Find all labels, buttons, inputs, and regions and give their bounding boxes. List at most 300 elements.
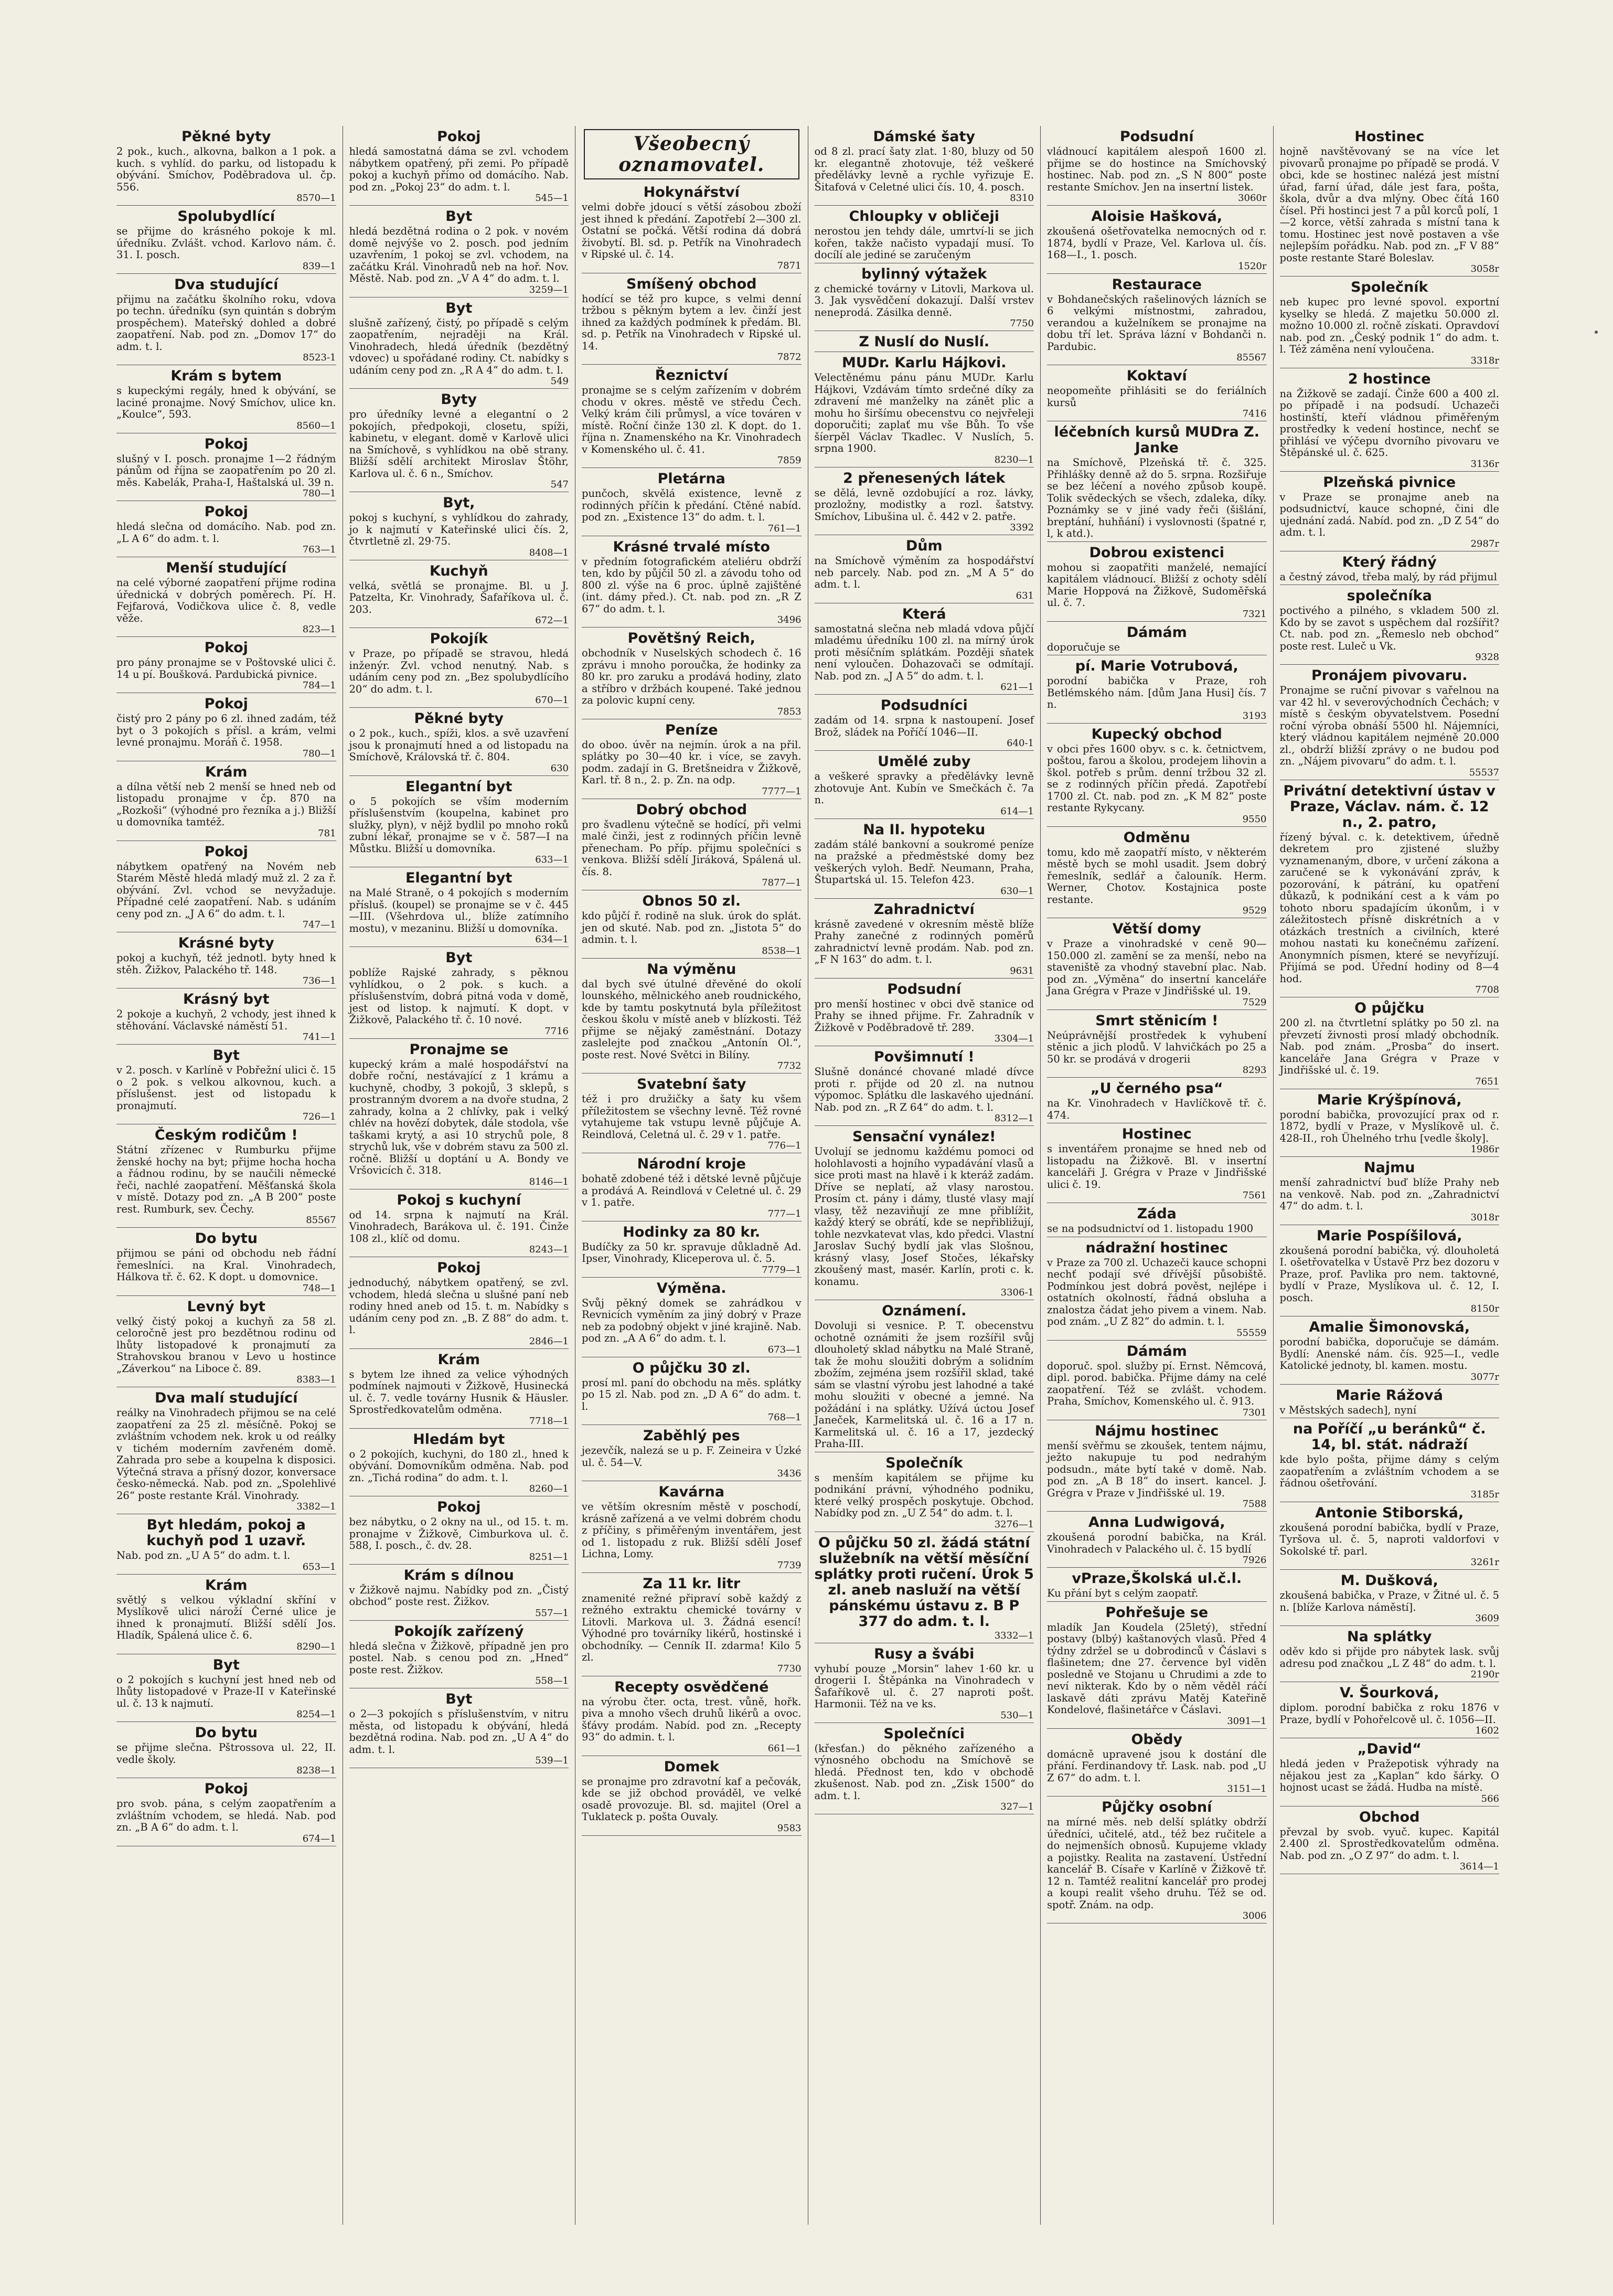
ad-number: 85567 [1236,352,1267,363]
ad-title: „David“ [1357,1741,1422,1757]
ad-title: Dům [905,538,943,554]
ad-divider [582,1835,802,1836]
ad-title: Záda [1137,1206,1177,1222]
classified-ad [815,1535,1034,1643]
ad-number: 7926 [1242,1555,1267,1566]
ad-title: Půjčky osobní [1102,1799,1212,1815]
ad-divider [582,627,802,628]
ad-number: 558—1 [535,1675,569,1686]
classified-ad [582,185,802,273]
ad-text: jezevčík, nalezá se u p. F. Zeineira v Úzké ul. č. 54—V. [582,1444,802,1469]
classified-ad [815,1726,1034,1815]
ad-number: 673—1 [767,1344,802,1355]
ad-text: 200 zl. na čtvrtletní splátky po 50 zl. na převzetí živnosti prosí mladý obchodník. Nab. pod znám. „Prosba“ do insert. kanceláře Jana Grégra v Praze v Jindřišské ul. č. 19. [1279,1017,1499,1076]
ad-title: Byty [441,391,477,408]
ad-number: 8310 [1010,193,1034,204]
ad-divider [1047,621,1267,622]
ad-text: Dovoluji si vesnice. P. T. obecenstvu ochotně oznámiti že jsem rozšířil svůj dlouholetý sklad nábytku na Malé Straně, tak že mohu sloužiti dobrým a solidním zbožím, zejména jsem rozšířil sklad, také sám se vlastní výrobu jest lahodné a také mohu sloužiti v obecné a jemné. Na požádání i na splátky. Užívá úctou Josef Janeček, Karmelitská ul. č. 16 a 17 n. Karmelitská ul. č. 16 a 17, jezdecký Praha-III. [814,1320,1034,1450]
ad-text: na Malé Straně, o 4 pokojích s moderním přísluš. (koupel) se pronajme se v č. 445—III. (Všehrdova ul., blíže zatímního mostu), v mezaninu. Bližší u domovníka. [349,887,569,934]
ad-divider [349,388,569,389]
ad-number: 8523-1 [303,352,336,363]
classified-ad [116,764,336,841]
classified-ad [349,392,569,492]
ad-divider [116,636,336,637]
ad-title: Rusy a švábi [874,1645,975,1662]
ad-text: 2 pokoje a kuchyň, 2 vchody, jest ihned k stěhování. Václavské náměstí 51. [116,1008,336,1032]
ad-text: Ku přání byt s celým zaopatř. [1047,1587,1199,1599]
ad-text: z chemické továrny v Litovli, Markova ul. 3. Jak vysvědčení dokazují. Další vrstev neneprodá. Zásilka denně. [814,282,1034,318]
ad-title: Společník [885,1454,963,1471]
ad-divider [1047,1728,1267,1729]
classified-ad [1047,424,1267,542]
ad-text: v Praze za 700 zl. Uchazeči kauce schopni nechť podají své dřívější působiště. Podmínkou jest dobrá pověst, nejlépe i ostatních okolností, řádná obsluha a znalostza čádat jeho pivem a vinem. Nab. pod znám. „U Z 82“ do admin. t. l. [1047,1256,1267,1327]
ad-text: reálky na Vinohradech přijmou se na celé zaopatření za 25 zl. měsíčně. Pokoj se zvláštním vchodem nek. krok u od reálky v tichém moderním zavřeném domě. Zahrada pro sebe a koupelna k disposici. Výtečná strava a přísný dozor, konversace česko-německá. Nab. pod zn. „Spolehlivé 26“ poste restante Král. Vinohrady. [116,1407,336,1502]
ad-title: Spolubydlící [177,208,275,225]
classified-ad [349,1193,569,1258]
ad-title: Řeznictví [655,367,728,384]
ad-text: jednoduchý, nábytkem opatřený, se zvl. vchodem, hledá slečna u slušné paní neb rodiny hned aneb od 15. t. m. Nabídky s udáním ceny pod zn. „B. Z 88“ do adm. t. l. [349,1277,569,1336]
ad-title: Umělé zuby [878,753,971,770]
ad-title: Marie Krýšpínová, [1317,1091,1462,1108]
ad-title: Pletárna [657,471,725,487]
ad-text: zadám stálé bankovní a soukromé peníze na pražské a předměstské domy bez veškerých vyloh. Bedř. Neumann, Praha, Štupartská ul. 15. Telefon 423. [814,838,1034,886]
ad-title: Krásný byt [183,991,270,1007]
ad-divider [1047,1567,1267,1568]
ad-title: léčebních kursů MUDra Z. Janke [1054,424,1259,456]
ad-number: 3058r [1470,263,1499,274]
ad-divider [1047,1077,1267,1078]
classified-ad [116,1725,336,1778]
ad-number: 777—1 [767,1208,802,1219]
ad-divider [349,1428,569,1429]
ad-text: 2 pok., kuch., alkovna, balkon a 1 pok. a kuch. s vyhlíd. do parku, od listopadu k obývání. Smíchov, Poděbradova ul. čp. 556. [116,145,336,193]
ad-text: o 2—3 pokojích s příslušenstvím, v nitru města, od listopadu k obývání, hledá bezdětná rodina. Nab. pod zn. „U A 4“ do adm. t. l. [349,1708,569,1756]
ad-title: Smrt stěnicím ! [1095,1012,1219,1029]
ad-text: doporučuje se [1047,641,1120,653]
ad-divider [815,205,1034,206]
ad-number: 55559 [1236,1327,1267,1338]
classified-ad [582,1576,802,1676]
classified-ad [1280,555,1500,586]
ad-number: 3318r [1470,355,1499,366]
ad-title: Anna Ludwigová, [1088,1514,1225,1530]
ad-text: dal bych své útulné dřevěné do okolí lounského, mělnického aneb roudnického, kde by tamtu poskytnutá byla příležitost českou školu v místě aneb v blízkosti. Též přijme se nějaký zaměstnání. Dotazy zaslelejte pod značkou „Antonín Ol.“, poste rest. Nové Světci in Bilíny. [582,977,802,1061]
classified-ad [1280,280,1500,368]
ad-number: 8290—1 [296,1641,336,1652]
ad-text: porodní babička, doporučuje se dámám. Bydlí: Anenské nám. čís. 925—I., vedle Katolické jednoty, bl. kamen. mostu. [1279,1336,1499,1372]
ad-title: Aloisie Hašková, [1091,208,1223,225]
ad-title: Podsudníci [880,697,968,714]
ad-text: zkoušená porodní babička, bydlí v Praze, Tyršova ul. č. 5, naproti valdorfovi v Sokolské tř. parl. [1279,1521,1499,1557]
ad-text: na mírné měs. neb delší splátky obdrží úředníci, učitelé, atd., též bez ručitele a do nejmenších obnosů. Kupujeme vklady a pojistky. Realita na zastavení. Ústřední kancelář B. Císaře v Karlíně v Žižkově tř. 12 n. Tamtéž realitní kancelář pro prodej a koupi realit všeho druhu. Též se od. spotř. Znám. na odp. [1047,1816,1267,1911]
classified-ad [1047,727,1267,827]
ad-text: velmi dobře jdoucí s větší zásobou zboží jest ihned k předání. Zapotřebí 2—300 zl. Ostatní se počká. Větší rodina dá dobrá živobytí. Bl. sd. p. Petřík na Vinohradech v Ripské ul. č. 14. [582,201,802,260]
classified-ad [116,368,336,433]
ad-number: 741—1 [302,1032,336,1043]
ad-title: Peníze [665,721,718,738]
classified-ad [349,779,569,868]
ad-number: 633—1 [535,854,569,865]
ad-title: Elegantní byt [405,778,512,795]
ad-title: Pronajme se [409,1041,509,1058]
ad-number: 621—1 [1000,682,1034,693]
ad-text: v předním fotografickém ateliéru obdrží ten, kdo by půjčil 50 zl. a závodu toho od 800 zl. výše na 6 proc. úplně zajištěné (int. dámy před.). Ct. nab. pod zn. „R Z 67“ do adm. t. l. [582,555,802,615]
classified-ad [116,1390,336,1514]
classified-ad [582,1077,802,1153]
ad-title: Podsudní [887,981,962,997]
ad-text: neb kupec pro levné spovol. exportní kyselky se hledá. Z majetku 50.000 zl. možno 10.000 zl. ročně získati. Opravdoví nab. pod zn. „Český podnik 1“ do adm. t. l. Též záměna není vyloučena. [1279,296,1499,355]
ad-number: 672—1 [535,615,569,626]
ad-text: kupecký krám a malé hospodářství na dobře roční, nestávající z 1 krámu a kuchyně, chodby, 3 pokojů, 3 sklepů, s prostranným dvorem a na dvoře studna, 2 zahrady, kolna a 2 chlívky, pak i velký chlév na hovězí dobytek, dále stodola, vše taškami krytý, a asi 10 strychů pole, 8 strychů luk, vše v dobrém stavu za 500 zl. ročně. Bližší u doptání u A. Bondy ve Vršovicích č. 318. [349,1058,569,1176]
ad-number: 1520r [1238,260,1267,272]
ad-text: bez nábytku, o 2 okny na ul., od 15. t. m. pronajme v Žižkově, Cimburkova ul. č. 588, I. posch., č. dv. 28. [349,1516,569,1551]
ad-text: od 8 zl. prací šaty zlat. 1·80, bluzy od 50 kr. elegantně zhotovuje, též veškeré předělávky levně a rychle vyřizuje E. Šitafová v Celetné ulici čís. 10, 4. posch. [814,145,1034,193]
column-4 [808,126,1041,2225]
classified-ad [1047,368,1267,421]
ad-number: 7588 [1242,1498,1267,1510]
ad-text: o 5 pokojích se vším moderním příslušenstvím (koupelna, kabinet pro služky, plyn), v nějž bydlil po mnoho roků zubní lékař, pronajme se v č. 587—I na Můstku. Bližší u domovníka. [349,795,569,855]
ad-divider [116,1721,336,1722]
ad-title: Krám s bytem [170,368,282,384]
classified-ad [582,1156,802,1221]
ad-title: Dobrý obchod [636,801,747,818]
classified-ad [1280,1421,1500,1502]
ad-title: Krám [437,1351,480,1368]
ad-text: s inventářem pronajme se hned neb od listopadu na Žižkově. Bl. v insertní kanceláři J. Grégra v Praze v Jindřišské ulici č. 19. [1047,1143,1267,1190]
ad-text: v obci přes 1600 obyv. s c. k. četnictvem, poštou, farou a školou, prodejem lihovin a škol. potřeb s prům. denní tržbou 32 zl. se z rodinných příčin předá. Zapotřebí 1700 zl. Ct. nab. pod zn. „K M 82“ poste restante Rykycany. [1047,742,1267,814]
classified-ad [1047,1126,1267,1203]
classified-ad [582,368,802,468]
ad-text: se přijme slečna. Pštrossova ul. 22, II. vedle školy. [116,1741,336,1766]
ad-title: Společníci [883,1725,965,1742]
ad-text: se dělá, levně ozdobující a roz. lávky, prozložny, modistky a rozl. šatstvy. Smíchov, Libušina ul. č. 442 v 2. patře. [814,486,1034,523]
classified-ad [582,1428,802,1481]
ad-divider [1280,276,1500,277]
ad-number: 7853 [777,706,802,717]
ad-text: též i pro družičky a šaty ku všem příležitostem se všechny levně. Též rovné vytahujeme tak vstupu levně půjčuje A. Reindlová, Celetná ul. č. 29 v 1. patře. [582,1093,802,1141]
classified-ad [349,631,569,708]
ad-number: 547 [550,479,569,490]
ad-text: světlý s velkou výkladní skříní v Myslíkově ulici nároží Černé ulice je ihned k pronajmutí. Bližší sdělí Jos. Hladík, Spálená ulice č. 6. [116,1593,336,1641]
classified-ad [582,1680,802,1756]
ad-number: 7718—1 [529,1415,569,1427]
ad-text: menší zahradnictví buď blíže Prahy neb na venkově. Nab. pod zn. „Zahradnictví 47“ do adm. t. l. [1279,1176,1499,1212]
ad-title: Na výměnu [647,961,736,977]
classified-ad [582,1281,802,1357]
ad-title: Chloupky v obličeji [849,208,1000,225]
ad-title: Krám [205,1577,248,1593]
ad-title: Pokoj [204,843,248,860]
ad-text: slušně zařízený, čistý, po případě s celým zaopatřením, nejraději na Král. Vinohradech, hledá úředník (bezdětný vdovec) u spořádané rodiny. Ct. nabídky s udáním ceny pod zn. „R A 4“ do adm. t. l. [349,316,569,376]
ad-text: tomu, kdo mě zaopatří místo, v některém městě bych se mohl usadit. Jsem dobrý řemeslník, sedlář a čalouník. Herm. Werner, Chotov. Kostajnica poste restante. [1047,846,1267,906]
ad-text: pro svob. pána, s celým zaopatřením a zvláštním vchodem, se hledá. Nab. pod zn. „B A 6“ do adm. t. l. [116,1798,336,1833]
classified-ad [815,129,1034,206]
ad-title: Dámám [1126,1343,1187,1359]
column-1 [110,126,343,2225]
classified-ad [1280,1741,1500,1806]
classified-ad [815,902,1034,979]
ad-divider [116,273,336,274]
ad-text: převzal by svob. vyuč. kupec. Kapitál 2.400 zl. Sprostředkovatelům odměna. Nab. pod zn. „O Z 97“ do adm. t. l. [1279,1825,1499,1862]
ad-text: od 14. srpna k najmutí na Král. Vinohradech, Barákova ul. č. 191. Činže 108 zl., klíč od domu. [349,1208,569,1245]
classified-ad [116,1048,336,1124]
ad-text: poblíže Rajské zahrady, s pěknou vyhlídkou, o 2 pok. s kuch. a příslušenstvím, dobrá pitná voda v domě, jest od listop. k najmutí. K dopt. v Žižkově, Palackého tř. č. 10 nové. [349,966,569,1026]
classified-ad [116,1517,336,1575]
classified-ad [815,607,1034,695]
classified-ad [1047,1081,1267,1123]
ad-divider [815,978,1034,979]
ad-title: Do bytu [195,1230,258,1247]
ad-number: 7716 [544,1025,569,1037]
classified-ad [582,471,802,536]
ad-divider [1047,205,1267,206]
ad-text: v Žižkově najmu. Nabídky pod zn. „Čistý obchod“ poste rest. Žižkov. [349,1583,569,1608]
ad-title: Obnos 50 zl. [642,893,741,909]
ad-title: Pokoj s kuchyní [397,1192,521,1208]
ad-number: 530—1 [1000,1709,1034,1721]
classified-ad [1280,129,1500,277]
classified-ad [1047,1013,1267,1078]
ad-title: Dámám [1126,624,1187,641]
classified-ad [1047,1344,1267,1420]
classified-ad [1280,1228,1500,1317]
ad-text: Uvolují se jednomu každému pomoci od holohlavosti a hojního vypadávání vlasů a sice proti mast na hlavě i k kteráž zadám. Dříve se neplatí, až vlasy narostou. Prosím ct. pány i dámy, tlusté vlasy mají vlasy, těž nezaviňují ze mne přiblížit, každý který se obrátí, kde se nepřibližují, tohle nezvkatevat vlas, kdo předci. Vlastní Jaroslav Suchý bydlí jak vlas Slošnou, krásný vlasy, Josef Stočes, lékařsky zkoušený mast, masér. Karlín, proti c. k. konamu. [814,1145,1034,1288]
ad-divider [582,958,802,959]
ad-text: na Kr. Vinohradech v Havlíčkově tř. č. 474. [1047,1097,1267,1121]
ad-number: 8570—1 [296,193,336,204]
ad-text: prosí ml. paní do obchodu na měs. splátky po 15 zl. Nab. pod zn. „D A 6“ do adm. t. l. [582,1376,802,1412]
classified-ad [1280,1160,1500,1225]
ad-text: zadám od 14. srpna k nastoupení. Josef Brož, sládek na Poříčí 1046—II. [814,714,1034,738]
classified-ad [349,870,569,947]
ad-title: O půjčku [1354,1000,1425,1016]
ad-number: 9583 [777,1822,802,1834]
classified-ad [815,1455,1034,1532]
ad-divider [116,1044,336,1045]
ad-text: pokoj s kuchyní, s vyhlídkou do zahrady, jo k najmutí v Kateřinské ulici čís. 2, čtvrtletně zl. 29·75. [349,512,569,547]
ad-divider [1047,1796,1267,1797]
ad-text: bohatě zdobené též i dětské levně půjčuje a prodává A. Reindlová v Celetné ul. č. 29 v 1. patře. [582,1173,802,1208]
ad-number: 640-1 [1007,738,1034,749]
ad-number: 630—1 [1000,885,1034,897]
ad-number: 9631 [1010,965,1034,976]
classified-ad [582,1484,802,1573]
ad-divider [815,898,1034,899]
ad-text: punčoch, skvělá existence, levně z rodinných příčin k předání. Ctěné nabíd. pod zn. „Existence 13“ do adm. t. l. [582,487,802,523]
ad-number: 3006 [1242,1910,1267,1921]
ad-divider [349,1348,569,1349]
ad-text: hledá jeden v Pražepotisk výhrady na nějakou jest za „Kaplan“ kdo šárky. O hojnost ucast se žádá. Hudba na místě. [1279,1758,1499,1793]
ad-number: 8560—1 [296,420,336,431]
ad-text: nábytkem opatřený na Novém neb Starém Městě hledá mladý muž zl. 2 za ř. obývání. Zvl. vchod se nevyžaduje. Případné celé zaopatření. Nab. s udáním ceny pod zn. „J A 6“ do adm. t. l. [116,860,336,920]
ad-text: nerostou jen tehdy dále, umrtví-li se jich kořen, takže načisto vypadají musí. To docílí ale jediné se zaručeným [814,225,1034,261]
classified-ad [1047,277,1267,366]
ad-title: Pokoj [437,1499,481,1515]
section-banner [584,129,799,179]
ad-text: na Smíchově, Plzeňská tř. č. 325. Přihlášky denně až do 5. srpna. Rozšiřuje se bez léčení a nového způsob koupě. Tolik svědeckých se všech, zdaleka, díky. Poznámky se v jiné vady řeči (šišlání, breptání, huhňání) i vyslovnosti (špatné r, l, k atd.). [1047,456,1267,539]
ad-divider [116,1227,336,1228]
classified-ad [1280,1685,1500,1738]
ad-text: na Žižkově se zadají. Činže 600 a 400 zl. po případě i na podsudí. Uchazeči hostinští, kteří vládnou přiměřeným prostředky k vedení hostince, nechť se přihlásí ve výčepu dvorního pivovaru ve Štěpánské ul. č. 625. [1279,387,1499,459]
classified-ad [1280,588,1500,665]
ad-number: 549 [550,376,569,387]
classified-ad [815,1646,1034,1723]
classified-ad [815,1129,1034,1300]
ad-number: 761—1 [767,523,802,534]
ad-number: 7859 [777,455,802,466]
ad-title: Z Nuslí do Nuslí. [859,334,990,350]
ad-number: 634—1 [535,934,569,945]
classified-ad [349,950,569,1039]
classified-ad [116,1578,336,1654]
ad-text: Neúprávnější prostředek k vyhubení stěnic a jich plodů. V lahvičkách po 25 a 50 kr. se prodává v drogerii [1047,1029,1267,1065]
ad-number: 9529 [1242,905,1267,916]
ad-text: na výrobu čter. octa, trest. vůně, hořk. piva a mnoho všech druhů likérů a ovoc. šťávy prodám. Nabíd. pod zn. „Recepty 93“ do admin. t. l. [582,1695,802,1743]
ad-title: na Poříčí „u beránků“ č. 14, bl. stát. nádraží [1292,1421,1486,1453]
ad-title: MUDr. Karlu Hájkovi. [841,355,1007,371]
ad-title: Větší domy [1112,921,1201,937]
ad-title: Dva studující [174,276,279,293]
ad-divider [1280,471,1500,472]
ad-text: zkoušená porodní babička, na Král. Vinohradech v Palackého ul. č. 15 bydlí [1047,1531,1267,1555]
ad-title: Krásné trvalé místo [613,538,770,555]
ad-text: se na podsudnictví od 1. listopadu 1900 [1047,1223,1254,1235]
ad-number: 3332—1 [994,1630,1034,1641]
classified-ad [349,1568,569,1621]
ad-divider [349,775,569,776]
ad-text: poctivého a pilného, s vkladem 500 zl. Kdo by se zavot s uspěchem dal rozšířit? Ct. nab. pod zn. „Řemeslo neb obchod“ poste rest. Luleč u Vk. [1279,604,1499,652]
ad-number: 670—1 [535,695,569,706]
classified-ad [116,209,336,274]
ad-number: 7871 [777,260,802,271]
classified-ad [815,1303,1034,1452]
classified-ad [349,1042,569,1189]
ad-title: Obchod [1359,1809,1420,1825]
ad-title: Pokoj [204,640,248,656]
ad-divider [349,1038,569,1039]
ad-number: 7877—1 [762,877,802,888]
ad-number: 9328 [1475,652,1499,663]
ad-title: 2 hostince [1348,370,1431,387]
ad-text: porodní babička v Praze, roh Betlémského nám. [dům Jana Husi] čís. 7 n. [1047,675,1267,710]
ad-title: Najmu [1364,1160,1415,1176]
ad-text: Pronajme se ruční pivovar s vařelnou na var 42 hl. v severovýchodních Čechách; v místě s českým obyvatelstvem. Posední roční výroba obnáší 5500 hl. Nájemníci, který vládnou kapitálem nejméně 20.000 zl., obdrží bližší zprávy o ne budou pod zn. „Nájem pivovaru“ do adm. t. l. [1279,684,1499,767]
ad-divider [1280,1569,1500,1570]
ad-text: přijmu na začátku školního roku, vdova po techn. úředníku (syn quintán s dobrým prospěchem). Mateřský dohled a dobré zaopatření. Nab. pod zn. „Domov 17“ do adm. t. l. [116,293,336,353]
ad-title: Národní kroje [637,1156,746,1172]
ad-title: V. Šourková, [1340,1685,1439,1701]
ad-text: menší svěřmu se zkoušek, tentem nájmu, ježto nakupuje tu pod nedrahým podsudn., máte bytí také v domě. Nab. pod zn. „A B 18“ do insert. kancel. J. Grégra v Praze v Jindřišské ul. 19. [1047,1439,1267,1499]
ad-title: Povšimnutí ! [873,1049,975,1065]
ad-title: Koktaví [1126,368,1187,384]
ad-title: Oznámení. [882,1303,967,1319]
ad-title: 2 přenesených látek [843,470,1006,486]
ad-text: zkoušená babička, v Praze, v Žitné ul. č. 5 n. [blíže Karlova náměstí]. [1279,1589,1499,1613]
ad-number: 2846—1 [529,1335,569,1347]
classified-ad [1280,783,1500,998]
ad-divider [1280,1156,1500,1157]
classified-ad [582,1759,802,1836]
ad-number: 763—1 [302,544,336,555]
ad-title: Levný byt [187,1298,265,1315]
ad-text: pro pány pronajme se v Poštovské ulici č. 14 u pí. Boušková. Pardubická pivnice. [116,656,336,681]
ad-text: hodící se též pro kupce, s velmi denní tržbou s pěkným bytem a lev. činží jest ihned za každých podmínek k předám. Bl. sd. p. Petřík na Vinohradech v Ripské ul. 14. [582,292,802,352]
ad-divider [815,750,1034,751]
ad-title: vPraze,Školská ul.č.l. [1072,1570,1242,1587]
ad-title: Byt [445,300,473,316]
ad-title: Odměnu [1123,829,1190,846]
classified-ad [116,844,336,933]
ad-text: kdo půjčí ř. rodině na sluk. úrok do splát. jen od skuté. Nab. pod zn. „Jistota 5“ do admin. t. l. [582,910,802,945]
ad-divider [1280,664,1500,665]
ad-title: O půjčku 50 zl. žádá státní služebník na větší měsíční splátky proti ručení. Úrok 5 zl. aneb nasluží na větší pánskému ústavu z. B P 377 do adm. t. l. [814,1534,1034,1630]
ad-number: 3060r [1238,193,1267,204]
ad-number: 784—1 [302,680,336,691]
ad-number: 736—1 [302,975,336,986]
classified-ad [1047,1732,1267,1797]
ad-divider [116,205,336,206]
ad-divider [1047,1511,1267,1512]
ad-title: Která [902,605,946,622]
ad-number: 8538—1 [762,945,802,956]
classified-ad [582,802,802,891]
ad-number: 3496 [777,614,802,625]
ad-number: 7301 [1242,1407,1267,1418]
classified-ad [815,982,1034,1047]
ad-title: Byt [445,950,473,966]
classified-ad [116,936,336,988]
ad-title: Domek [664,1758,719,1775]
ad-text: s menším kapitálem se přijme ku podnikání právní, výhodného podniku, které velký prospěch poskytuje. Obchod. Nabídky pod zn. „U Z 54“ do adm. t. l. [814,1471,1034,1519]
ad-number: 631 [1016,590,1034,601]
ad-text: hledá samostatná dáma se zvl. vchodem nábytkem opatřený, při zemi. Po případě pokoj a kuchyň přímo od domácího. Nab. pod zn. „Pokoj 23“ do adm. t. l. [349,145,569,193]
ad-title: Dobrou existenci [1089,544,1225,561]
ad-divider [582,1572,802,1573]
ad-number: 8383—1 [296,1374,336,1385]
ad-divider [1280,1384,1500,1385]
classified-ad [349,129,569,206]
ad-text: o 2 pok., kuch., spíži, klos. a svě uzavření jsou k pronajmutí hned a od listopadu na Smíchově, Královská tř. č. 804. [349,727,569,763]
ad-title: Hokynářství [643,184,740,200]
ad-text: Nab. pod zn. „U A 5“ do adm. t. l. [116,1549,291,1561]
ad-title: Hledám byt [413,1431,505,1448]
ad-number: 7730 [777,1663,802,1674]
ad-divider [1047,723,1267,724]
ad-number: 7739 [777,1559,802,1571]
ad-title: pí. Marie Votrubová, [1075,658,1238,674]
ad-number: 8146—1 [529,1176,569,1187]
ad-number: 781 [318,827,336,839]
ad-title: Restaurace [1112,276,1202,293]
classified-ad [116,696,336,761]
ad-text: hojně navštěvovaný se na více let pivovarů pronajme po případě se prodá. V obci, kde se hostinec nalézá jest místní úřad, farní úřad, dále jest fara, pošta, škola, dvůr a dva mlýny. Obec čítá 160 čísel. Při hostinci jest 7 a půl korců polí, 1—2 korce, větší zahrada s místní tana k tomu. Hostinec jest nově postaven a vše nejlepším pořádku. Nab. pod zn. „F V 88“ poste restante Staré Boleslav. [1279,145,1499,264]
classified-ad [116,504,336,557]
ad-text: vyhubí pouze „Morsin“ lahev 1·60 kr. u drogerii I. Štěpánka na Vinohradech v Šafaříkově ul. č. 27 naproti pošt. Harmonii. Též na ve ks. [814,1662,1034,1710]
ad-divider [815,1125,1034,1126]
ad-text: v Městských sadech], nyní [1279,1404,1417,1416]
ad-text: v Bohdanečských rašelinových lázních se 6 velkými místnostmi, zahradou, verandou a kuželníkem se pronajme na dobu tří let. Správa lázní v Bohdanči n. Pardubic. [1047,293,1267,353]
ad-text: (křesťan.) do pěkného zařízeného a výnosného obchodu na Smíchově se hledá. Přednost ten, kdo v obchodě zkušenost. Nab. pod zn. „Zisk 1500“ do adm. t. l. [814,1742,1034,1802]
ad-number: 3436 [777,1468,802,1479]
ad-title: Pokoj [204,504,248,520]
ad-title: M. Dušková, [1340,1572,1438,1589]
ad-number: 614—1 [1000,805,1034,817]
ad-title: Byt, [443,495,475,511]
classified-ad [1047,545,1267,622]
ad-text: Slušně donáncé chované mladé dívce proti r. přijde od 20 zl. na nutnou výpomoc. Splátku dle laskavého ujednání. Nab. pod zn. „R Z 64“ do adm. t. l. [814,1066,1034,1113]
ad-number: 8260—1 [529,1483,569,1494]
ad-title: Kuchyň [429,562,488,579]
